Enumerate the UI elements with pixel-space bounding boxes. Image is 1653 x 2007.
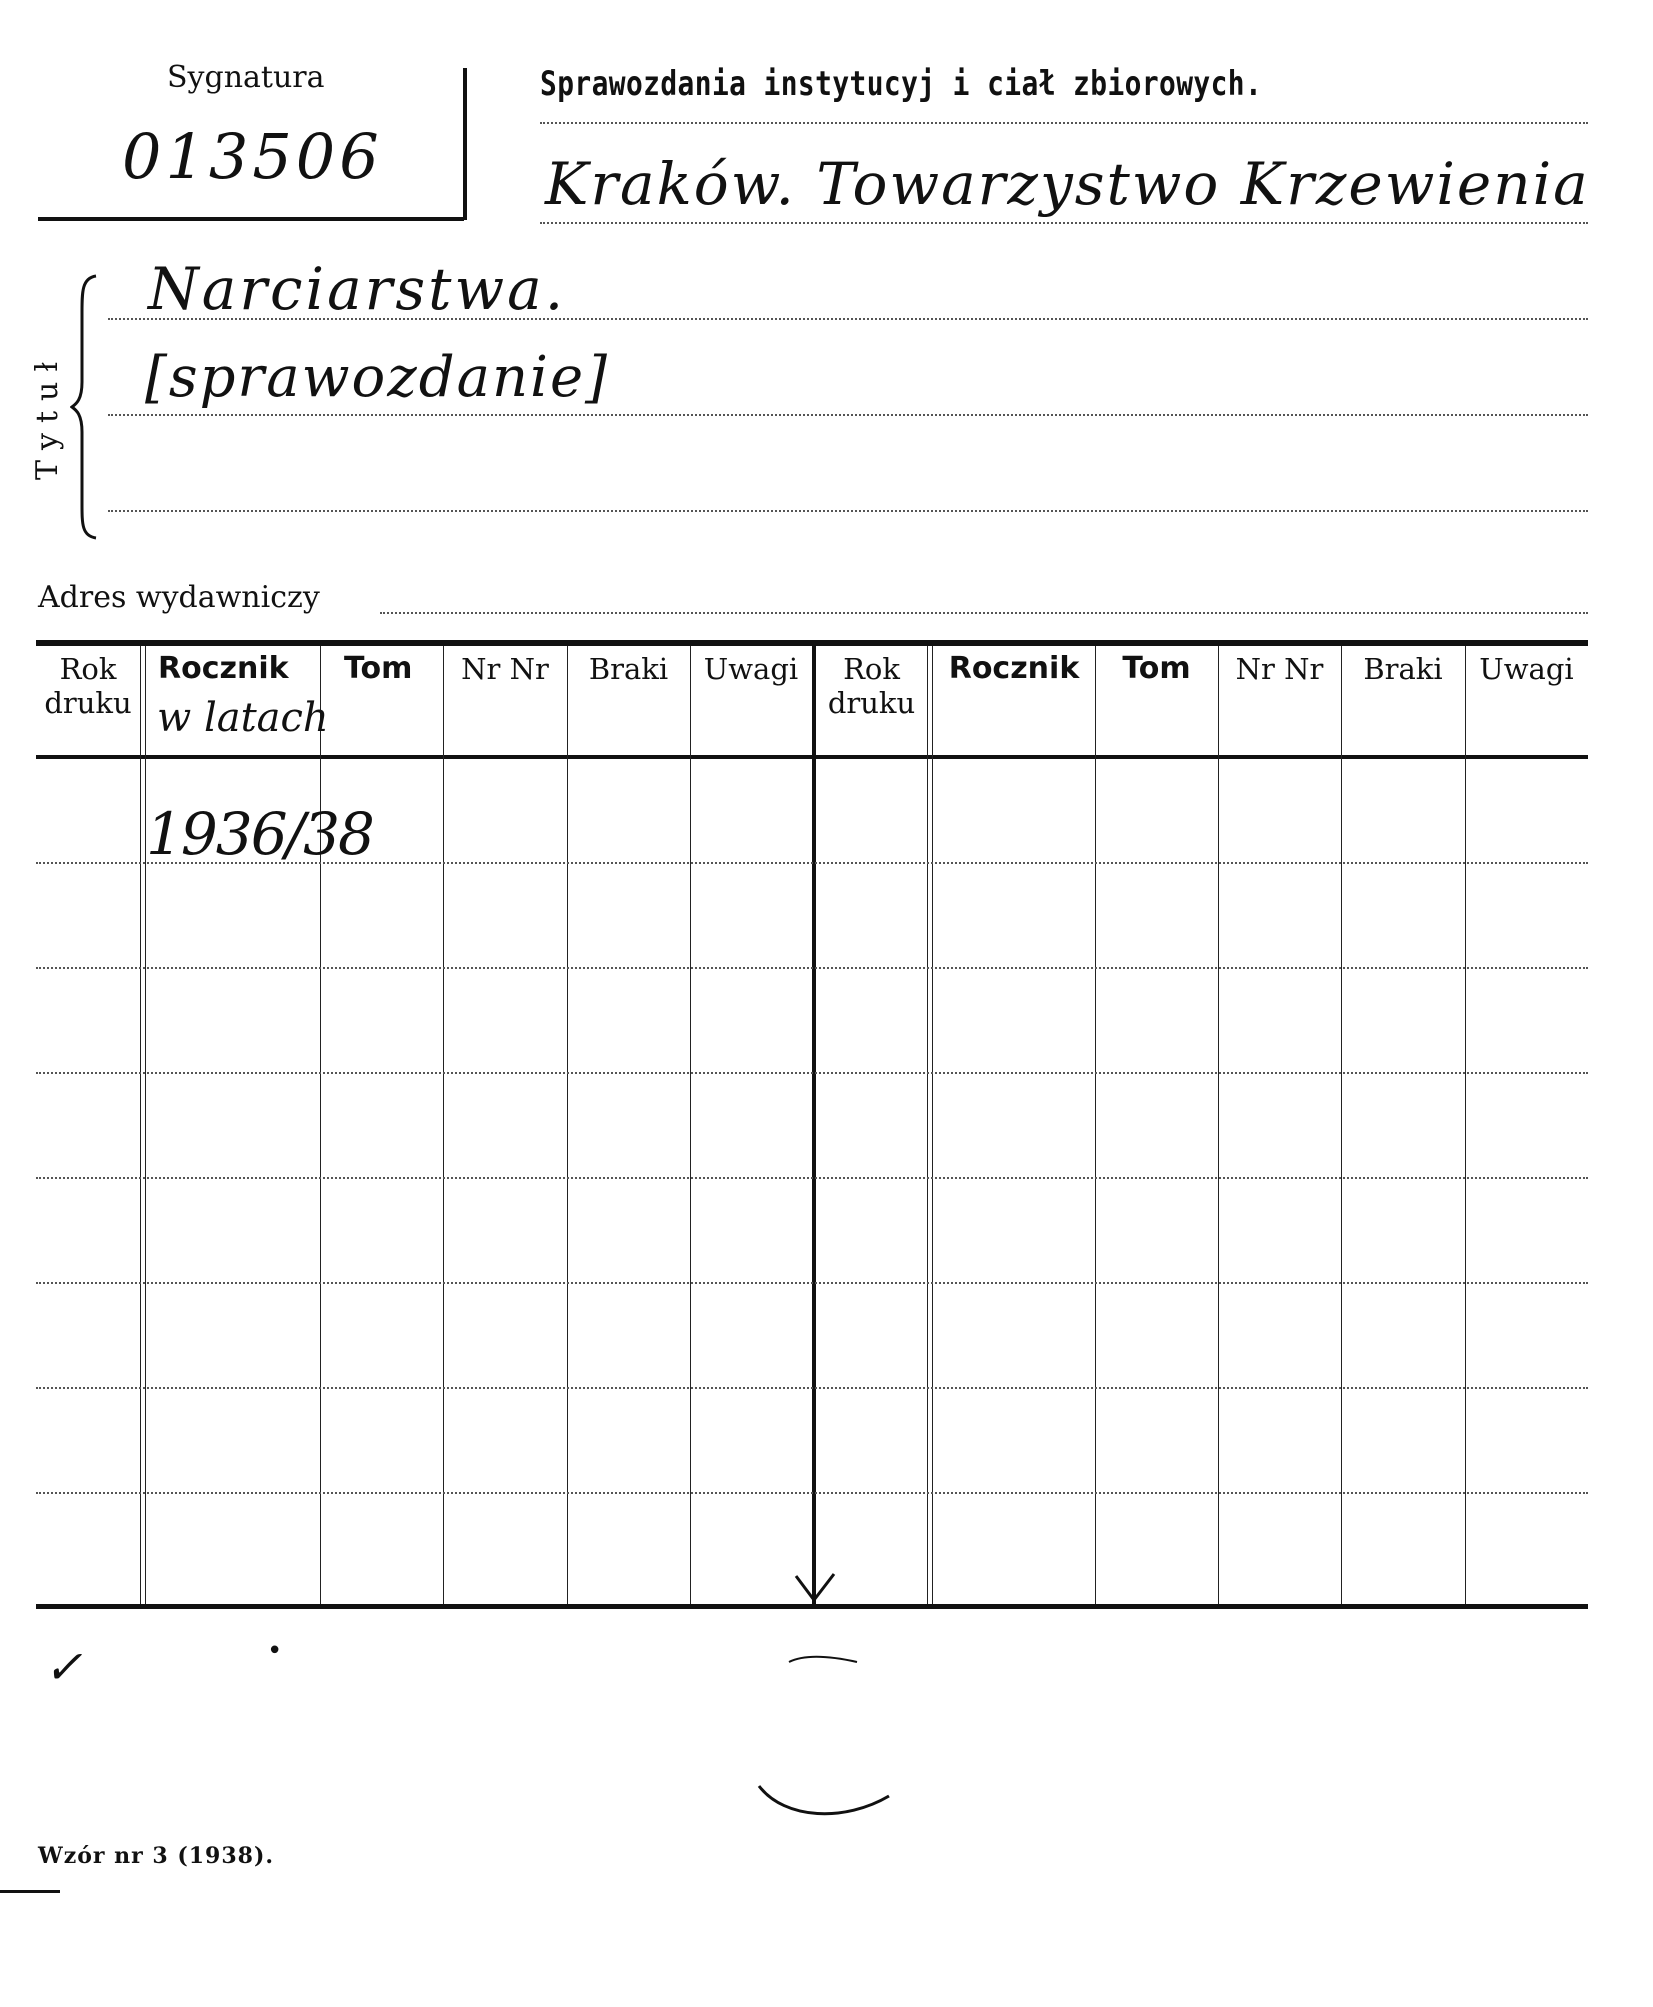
handwritten-header-note: w latach	[157, 695, 329, 741]
title-brace	[70, 272, 100, 542]
column-divider	[320, 646, 321, 1604]
table-row-line	[36, 1492, 1588, 1494]
table-row-line	[36, 1072, 1588, 1074]
dotted-line	[108, 318, 1588, 320]
dotted-line	[540, 222, 1588, 224]
ink-curve	[755, 1780, 895, 1830]
table-row-line	[36, 967, 1588, 969]
ink-stroke	[785, 1650, 865, 1670]
table-center-divider	[812, 644, 816, 1604]
header-rok-druku: Rok druku	[44, 652, 132, 720]
author-handwritten: Kraków. Towarzystwo Krzewienia	[545, 150, 1590, 218]
tytul-label: Tytuł	[30, 351, 65, 480]
column-divider	[1341, 646, 1342, 1604]
column-divider	[443, 646, 444, 1604]
edge-mark	[0, 1890, 60, 1893]
check-mark-icon: ✓	[44, 1640, 83, 1694]
column-divider	[927, 646, 928, 1604]
sygnatura-divider	[463, 68, 467, 220]
column-divider	[567, 646, 568, 1604]
column-divider	[932, 646, 933, 1604]
form-model-note: Wzór nr 3 (1938).	[38, 1843, 275, 1869]
header-braki: Braki	[588, 652, 669, 686]
dotted-line	[108, 414, 1588, 416]
column-divider	[1218, 646, 1219, 1604]
column-divider	[690, 646, 691, 1604]
arrow-mark-icon	[790, 1570, 840, 1610]
header-rocznik: Rocznik	[158, 651, 289, 686]
sygnatura-underline	[38, 217, 464, 221]
header-uwagi: Uwagi	[703, 652, 799, 686]
dotted-line	[108, 510, 1588, 512]
column-divider	[140, 646, 141, 1604]
header-nr-nr: Nr Nr	[461, 652, 549, 686]
sygnatura-label: Sygnatura	[167, 60, 325, 95]
ink-dot: •	[267, 1636, 283, 1666]
category-stamp: Sprawozdania instytucyj i ciał zbiorowych.	[540, 64, 1263, 104]
title-line-1: Narciarstwa.	[148, 255, 567, 323]
header-tom-2: Tom	[1122, 651, 1191, 686]
sygnatura-value: 013506	[122, 120, 383, 193]
table-row-line	[36, 1177, 1588, 1179]
header-nr-nr-2: Nr Nr	[1235, 652, 1324, 686]
header-rocznik-2: Rocznik	[948, 651, 1080, 686]
header-tom: Tom	[344, 651, 413, 686]
column-divider	[145, 646, 146, 1604]
table-row-line	[36, 1387, 1588, 1389]
table-row-line	[36, 1282, 1588, 1284]
adres-wydawniczy-label: Adres wydawniczy	[38, 580, 320, 615]
title-line-2: [sprawozdanie]	[145, 345, 609, 410]
dotted-line	[540, 122, 1588, 124]
header-braki-2: Braki	[1363, 652, 1443, 686]
column-divider	[1465, 646, 1466, 1604]
header-rok-druku-2: Rok druku	[827, 652, 916, 720]
column-divider	[1095, 646, 1096, 1604]
header-uwagi-2: Uwagi	[1479, 652, 1574, 686]
handwritten-year-entry: 1936/38	[146, 800, 373, 868]
dotted-line	[380, 612, 1588, 614]
